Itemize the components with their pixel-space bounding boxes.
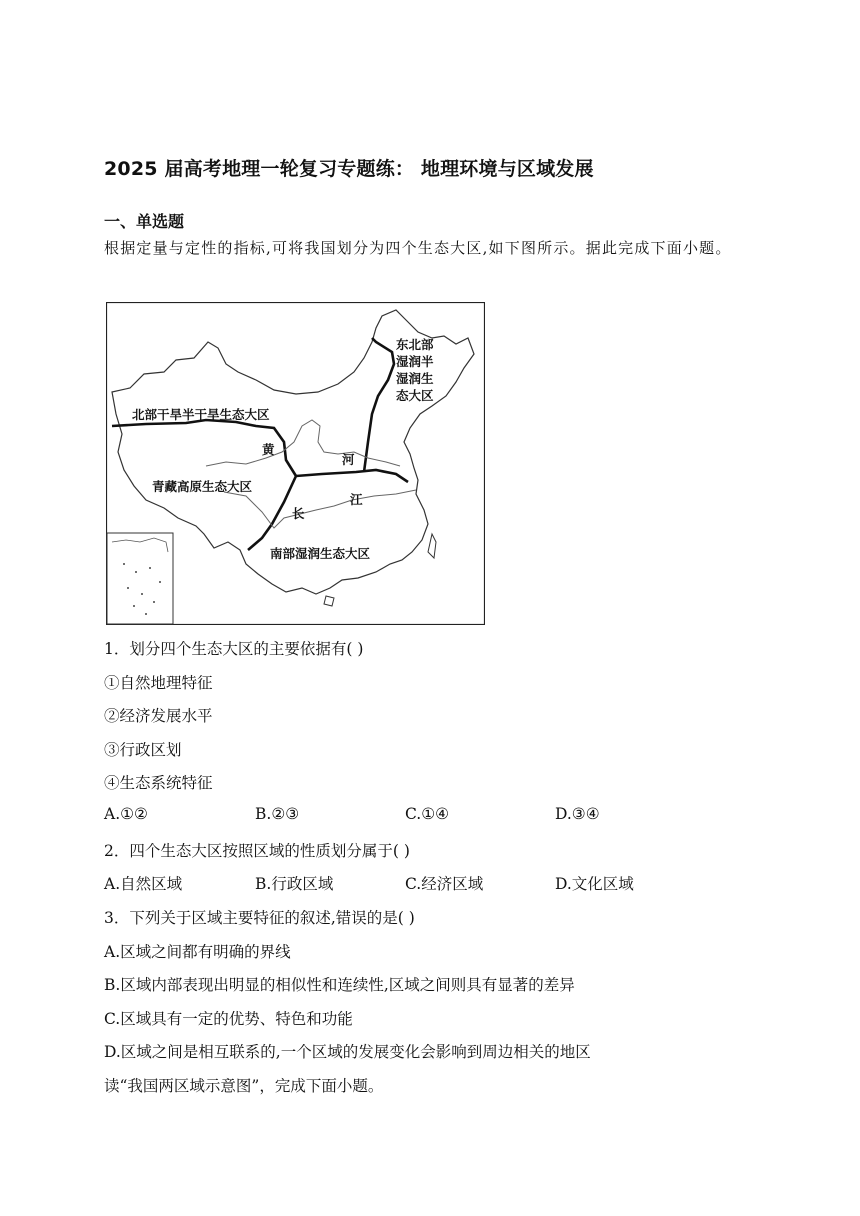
- label-south-region: 南部湿润生态大区: [270, 546, 371, 561]
- question-3-stem: 3．下列关于区域主要特征的叙述,错误的是( ): [104, 909, 415, 927]
- question-2-option-c[interactable]: C.经济区域: [405, 875, 484, 893]
- question-1-item-1: ①自然地理特征: [104, 674, 213, 692]
- river-label-jiang: 江: [350, 492, 363, 507]
- question-3-option-c[interactable]: C.区域具有一定的优势、特色和功能: [104, 1010, 353, 1028]
- question-1-item-2: ②经济发展水平: [104, 707, 213, 725]
- label-tibet-region: 青藏高原生态大区: [152, 479, 253, 494]
- question-2-option-a[interactable]: A.自然区域: [104, 875, 183, 893]
- intro-paragraph: 根据定量与定性的指标,可将我国划分为四个生态大区,如下图所示。据此完成下面小题。: [104, 239, 732, 257]
- document-title: 2025 届高考地理一轮复习专题练： 地理环境与区域发展: [104, 158, 594, 180]
- ecological-regions-map: [106, 302, 485, 625]
- question-1-stem: 1．划分四个生态大区的主要依据有( ): [104, 640, 364, 658]
- label-north-region: 北部干旱半干旱生态大区: [132, 407, 270, 422]
- river-label-huang: 黄: [262, 442, 275, 457]
- section-heading: 一、单选题: [104, 212, 185, 231]
- label-northeast-2: 湿润半: [396, 354, 434, 369]
- question-1-option-d[interactable]: D.③④: [555, 805, 600, 823]
- question-3-option-b[interactable]: B.区域内部表现出明显的相似性和连续性,区域之间则具有显著的差异: [104, 976, 575, 994]
- question-3-option-d[interactable]: D.区域之间是相互联系的,一个区域的发展变化会影响到周边相关的地区: [104, 1043, 591, 1061]
- question-1-option-a[interactable]: A.①②: [104, 805, 148, 823]
- question-1-item-3: ③行政区划: [104, 741, 182, 759]
- river-label-he: 河: [342, 452, 355, 467]
- river-label-chang: 长: [292, 506, 305, 521]
- label-northeast-1: 东北部: [396, 337, 434, 352]
- question-1-option-c[interactable]: C.①④: [405, 805, 450, 823]
- label-northeast-3: 湿润生: [396, 371, 434, 386]
- question-1-item-4: ④生态系统特征: [104, 774, 213, 792]
- question-2-option-b[interactable]: B.行政区域: [255, 875, 334, 893]
- label-northeast-4: 态大区: [396, 388, 434, 403]
- question-3-option-a[interactable]: A.区域之间都有明确的界线: [104, 943, 291, 961]
- question-2-stem: 2．四个生态大区按照区域的性质划分属于( ): [104, 842, 410, 860]
- next-question-intro: 读“我国两区域示意图”，完成下面小题。: [104, 1077, 384, 1095]
- question-1-option-b[interactable]: B.②③: [255, 805, 300, 823]
- south-china-sea-inset: [107, 533, 173, 624]
- question-2-option-d[interactable]: D.文化区域: [555, 875, 634, 893]
